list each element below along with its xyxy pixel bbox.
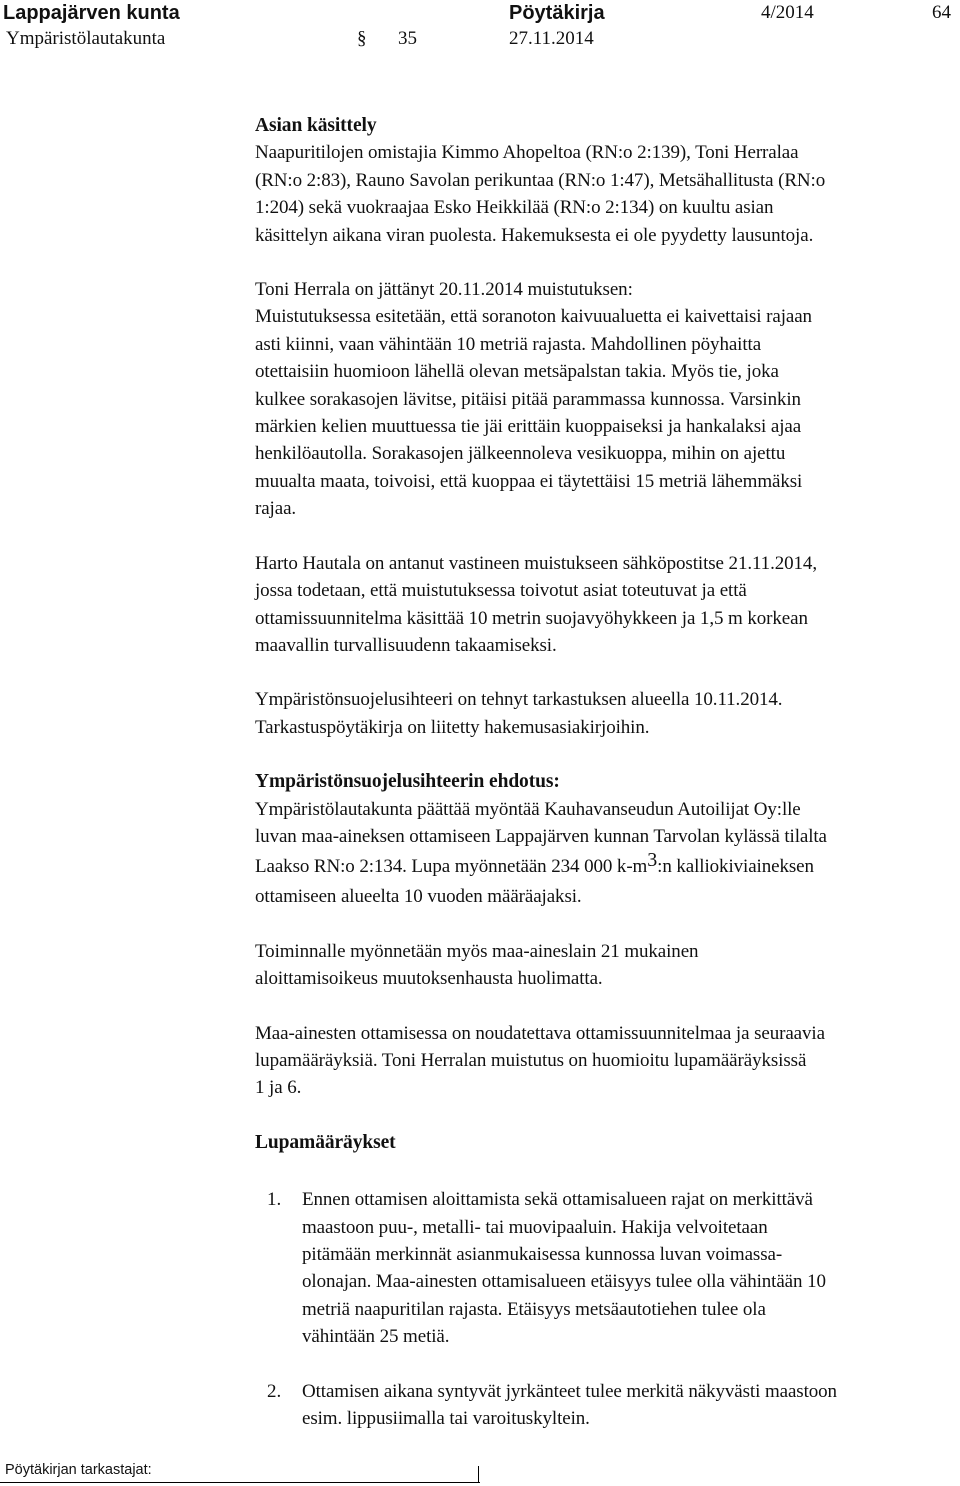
- paragraph-aloittamisoikeus: [255, 938, 960, 993]
- text-line: aloittamisoikeus muutoksenhausta huolimatta.: [255, 968, 603, 990]
- list-number: 1.: [267, 1189, 282, 1211]
- footer-inspectors-label: Pöytäkirjan tarkastajat:: [5, 1462, 152, 1478]
- text-line: Ennen ottamisen aloittamista sekä ottamisalueen rajat on merkittävä: [302, 1189, 813, 1211]
- permit-conditions-list: [255, 1186, 960, 1432]
- text-line: ottamissuunnitelma käsittää 10 metrin suojavyöhykkeen ja 1,5 m korkean: [255, 607, 808, 629]
- text-line: pitämään merkinnät asianmukaisessa kunnossa luvan voimassa-: [302, 1244, 783, 1265]
- document-number: 4/2014: [761, 2, 814, 23]
- text-line: otettaisiin huomioon lähellä olevan metsäpalstan takia. Myös tie, joka: [255, 361, 779, 383]
- text-line: henkilöautolla. Sorakasojen jälkeennoleva vesikuoppa, mihin on ajettu: [255, 443, 786, 465]
- list-item: [255, 1378, 960, 1433]
- text-segment: :n kalliokiviaineksen: [657, 856, 814, 878]
- committee-name: Ympäristölautakunta: [6, 28, 166, 49]
- text-line: käsittelyn aikana viran puolesta. Hakemuksesta ei ole pyydetty lausuntoja.: [255, 224, 814, 246]
- text-line: luvan maa-aineksen ottamiseen Lappajärven kunnan Tarvolan kylässä tilalta: [255, 825, 827, 847]
- section-number: 35: [398, 28, 417, 49]
- section-heading-lupamaaraykset: Lupamääräykset: [255, 1131, 396, 1153]
- text-line: maastoon puu-, metalli- tai muovipaaluin. Hakija velvoitetaan: [302, 1216, 768, 1238]
- text-line: Tarkastuspöytäkirja on liitetty hakemusasiakirjoihin.: [255, 716, 650, 738]
- text-line: muualta maata, toivoisi, että kuoppaa ei täytettäisi 15 metriä lähemmäksi: [255, 470, 803, 492]
- text-line: 1:204) sekä vuokraajaa Esko Heikkilää (RN:o 2:134) on kuultu asian: [255, 197, 774, 219]
- paragraph-ottamissuunnitelma: [255, 1020, 960, 1102]
- text-line: metriä naapuritilan rajasta. Etäisyys metsäautotiehen tulee ola: [302, 1298, 766, 1320]
- list-number: 2.: [267, 1380, 282, 1402]
- text-line: Maa-ainesten ottamisessa on noudatettava ottamissuunnitelmaa ja seuraavia: [255, 1022, 825, 1044]
- text-line: 1 ja 6.: [255, 1077, 302, 1099]
- list-item: [255, 1186, 960, 1350]
- text-line: kulkee sorakasojen lävitse, pitäisi pitää parammassa kunnossa. Varsinkin: [255, 388, 801, 410]
- text-line: lupamääräyksiä. Toni Herralan muistutus on huomioitu lupamääräyksissä: [255, 1049, 807, 1071]
- text-line: ottamiseen alueelta 10 vuoden määräajaksi.: [255, 886, 582, 908]
- text-line: asti kiinni, vaan vähintään 10 metriä rajasta. Mahdollinen pöyhaitta: [255, 333, 762, 355]
- text-line: Naapuritilojen omistajia Kimmo Ahopeltoa (RN:o 2:139), Toni Herralaa: [255, 142, 799, 164]
- text-line: Toiminnalle myönnetään myös maa-aineslain 21 mukainen: [255, 940, 699, 962]
- document-body: [255, 112, 960, 1432]
- section-heading-ehdotus: Ympäristönsuojelusihteerin ehdotus:: [255, 771, 560, 793]
- signature-line: [0, 1482, 480, 1483]
- text-line: (RN:o 2:83), Rauno Savolan perikuntaa (RN:o 1:47), Metsähallitusta (RN:o: [255, 169, 826, 191]
- text-line: märkien kelien muuttuessa tie jäi erittäin kuoppaiseksi ja hankalaksi ajaa: [255, 416, 802, 438]
- meeting-date: 27.11.2014: [509, 28, 594, 49]
- text-line: rajaa.: [255, 498, 297, 520]
- text-line: Ottamisen aikana syntyvät jyrkänteet tulee merkitä näkyvästi maastoon: [302, 1380, 837, 1402]
- text-line-with-superscript: [255, 850, 960, 883]
- text-line: Ympäristölautakunta päättää myöntää Kauhavanseudun Autoilijat Oy:lle: [255, 798, 801, 820]
- text-line: esim. lippusiimalla tai varoituskyltein.: [302, 1408, 590, 1430]
- paragraph-muistutus: [255, 276, 960, 523]
- section-mark: §: [357, 28, 367, 49]
- section-heading-asian-kasittely: Asian käsittely: [255, 115, 377, 136]
- text-line: olonajan. Maa-ainesten ottamisalueen etäisyys tulee olla vähintään 10: [302, 1271, 826, 1293]
- text-line: Muistutuksessa esitetään, että soranoton kaivuualuetta ei kaivettaisi rajaan: [255, 306, 812, 328]
- paragraph-vastine: [255, 550, 960, 660]
- municipality-name: Lappajärven kunta: [3, 2, 180, 24]
- text-segment: Laakso RN:o 2:134. Lupa myönnetään 234 000 k-m: [255, 856, 648, 878]
- text-line: maavallin turvallisuudenn takaamiseksi.: [255, 634, 557, 656]
- document-type: Pöytäkirja: [509, 2, 605, 24]
- text-line: jossa todetaan, että muistutuksessa toivotut asiat toteutuvat ja että: [255, 580, 747, 602]
- text-line: vähintään 25 metiä.: [302, 1326, 450, 1348]
- paragraph-kuuleminen: [255, 139, 960, 249]
- paragraph-tarkastus: [255, 686, 960, 741]
- text-line: Ympäristönsuojelusihteeri on tehnyt tarkastuksen alueella 10.11.2014.: [255, 689, 783, 711]
- text-line: Harto Hautala on antanut vastineen muistukseen sähköpostitse 21.11.2014,: [255, 552, 817, 574]
- superscript: 3: [647, 849, 658, 872]
- signature-line-end: [478, 1466, 479, 1483]
- paragraph-ehdotus: [255, 796, 960, 911]
- page-number: 64: [932, 2, 951, 23]
- text-line: Toni Herrala on jättänyt 20.11.2014 muistutuksen:: [255, 279, 633, 301]
